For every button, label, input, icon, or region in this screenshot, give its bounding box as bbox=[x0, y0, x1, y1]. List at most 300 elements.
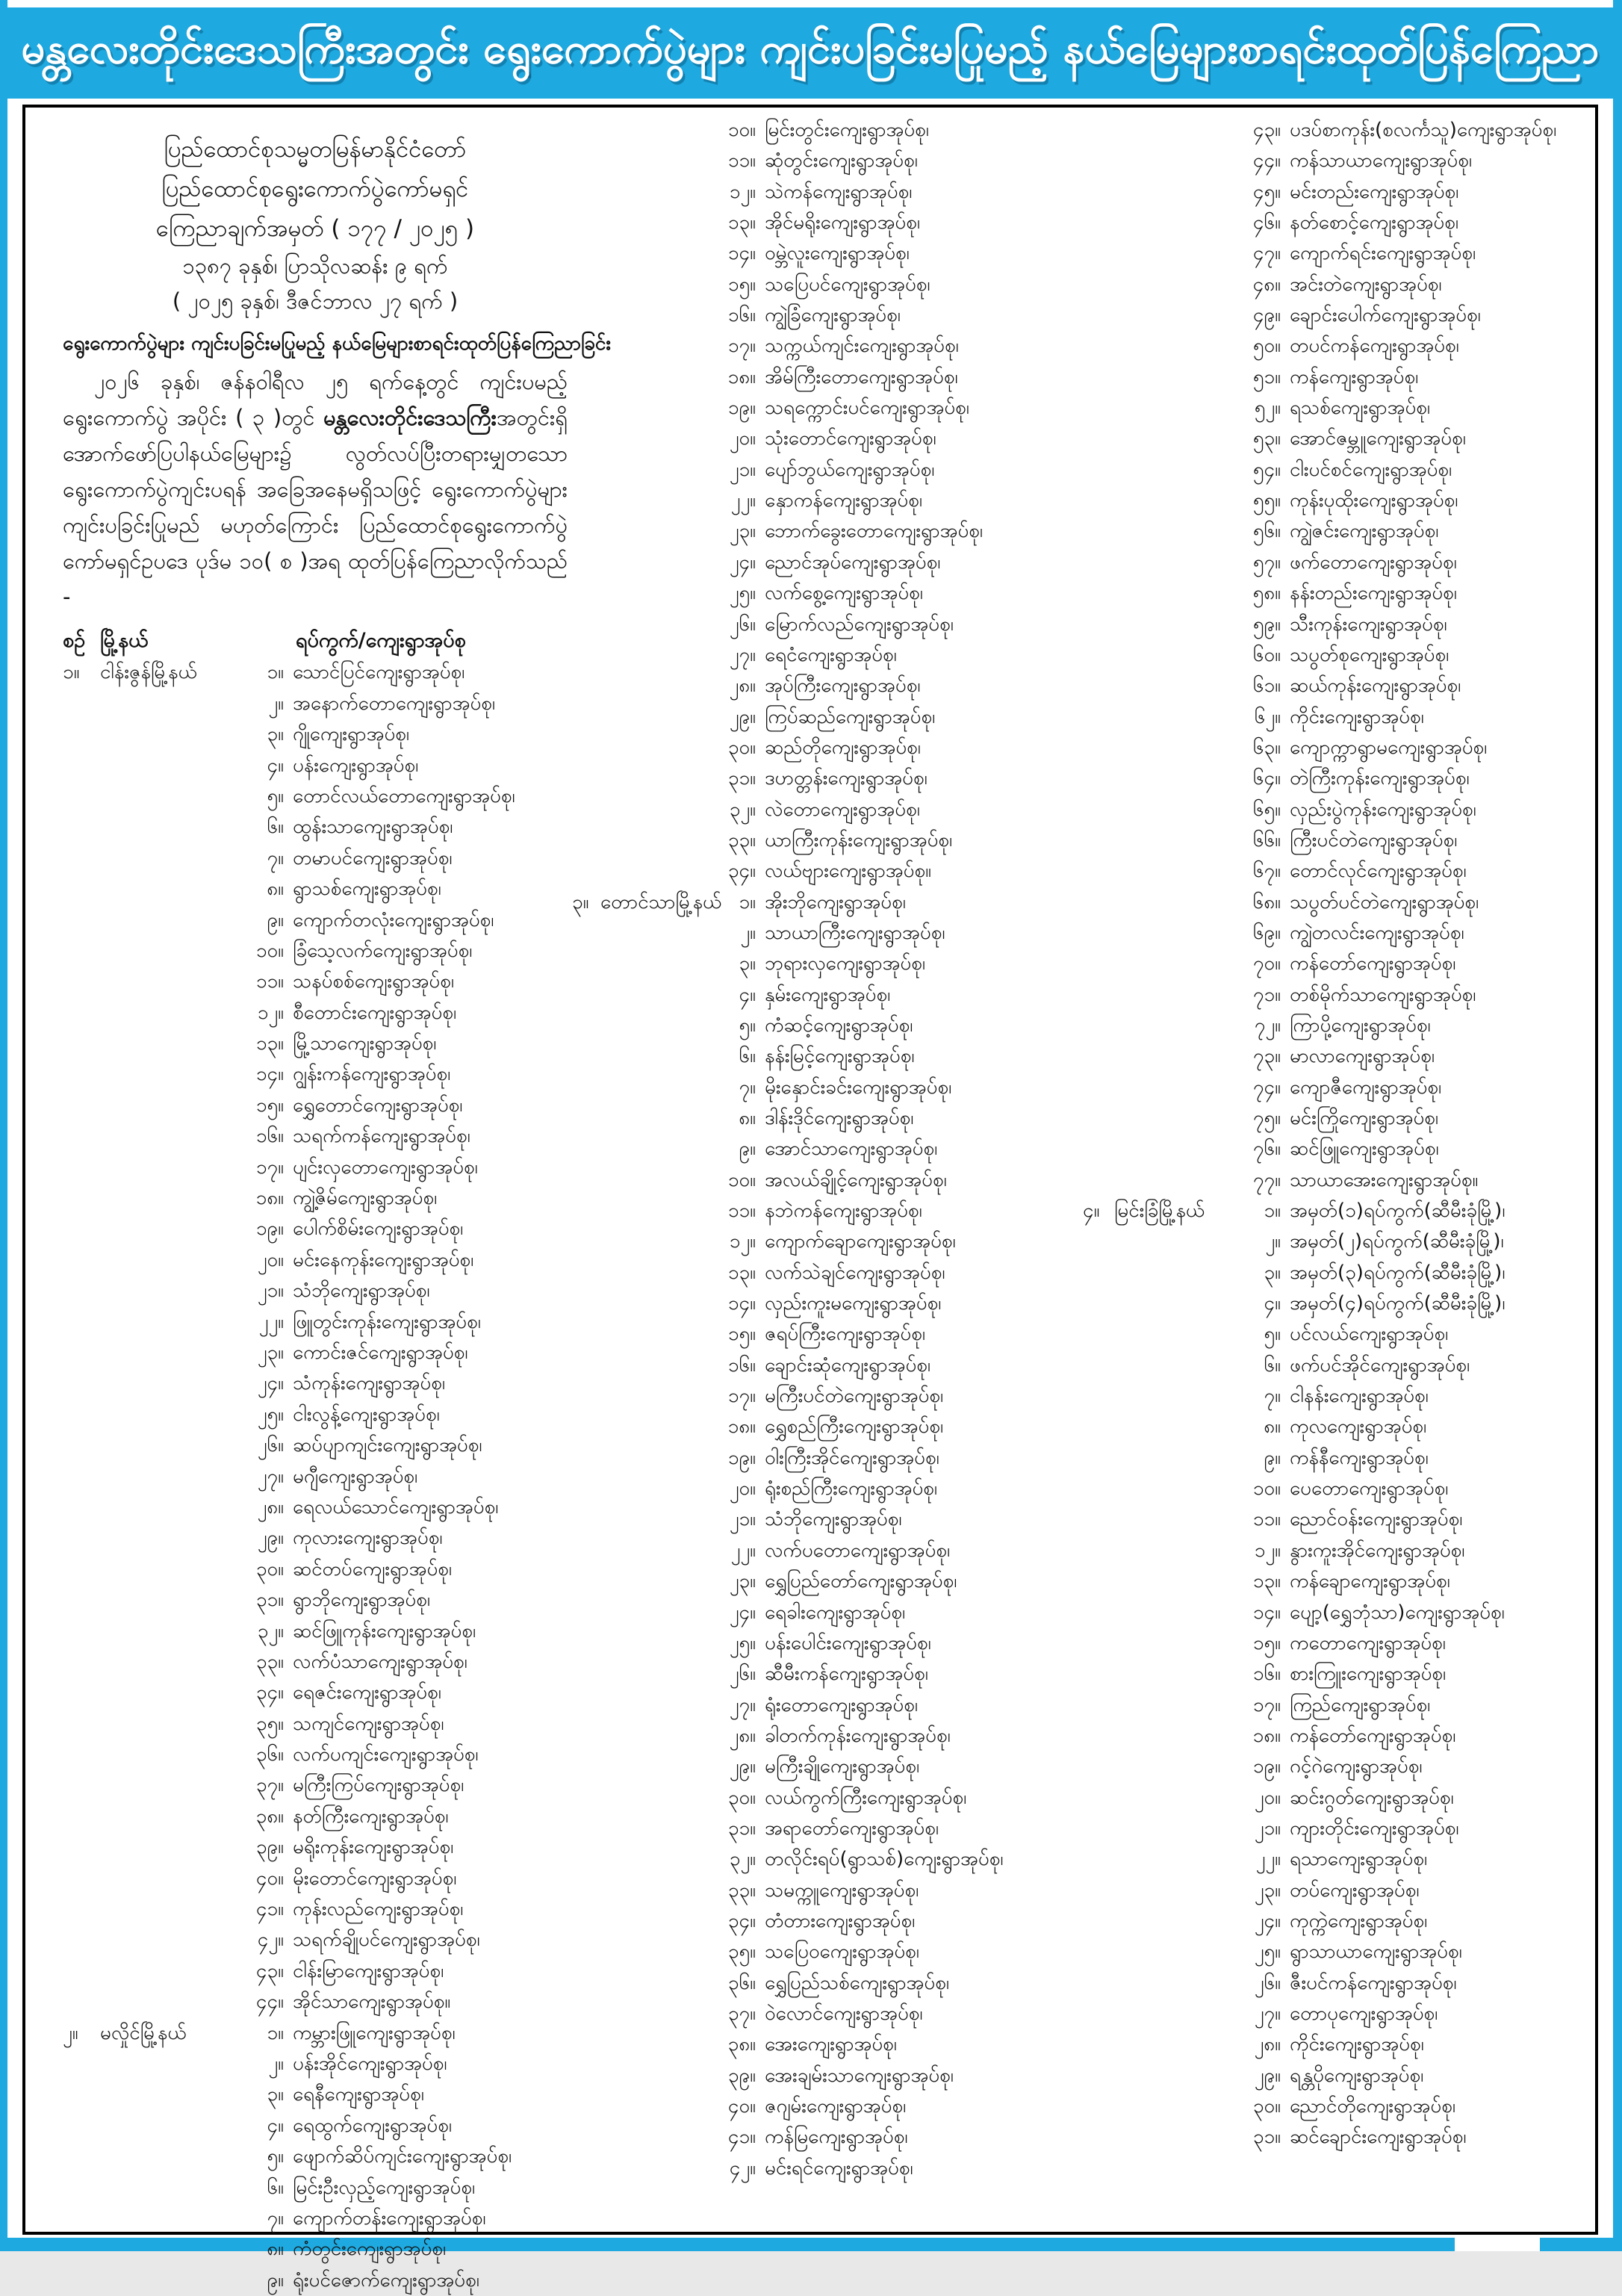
item-number: ၁၇။ bbox=[727, 335, 756, 358]
village-tract-name: နန်းတည်းကျေးရွာအုပ်စု၊ bbox=[1290, 582, 1457, 605]
item-number: ၄၃။ bbox=[255, 1959, 284, 1982]
item-number: ၆၆။ bbox=[1252, 828, 1281, 851]
village-tract-name: ဆင်ဖြူကုန်းကျေးရွာအုပ်စု၊ bbox=[293, 1619, 476, 1642]
item-number: ၄၅။ bbox=[1252, 180, 1281, 203]
village-tract-name: ညောင်အုပ်ကျေးရွာအုပ်စု၊ bbox=[765, 550, 941, 574]
item-number: ၆၂။ bbox=[1254, 705, 1281, 728]
village-tract-name: လက်ပကျင်းကျေးရွာအုပ်စု၊ bbox=[293, 1743, 479, 1766]
table-row bbox=[1083, 918, 1591, 949]
item-number: ၅။ bbox=[1264, 1323, 1281, 1346]
village-tract-name: နှောကန်ကျေးရွာအုပ်စု၊ bbox=[765, 489, 922, 512]
item-number: ၂၈။ bbox=[257, 1495, 284, 1518]
village-tract-name: အိမ်ကြီးတောကျေးရွာအုပ်စု၊ bbox=[765, 365, 958, 388]
item-number: ၂၉။ bbox=[729, 705, 756, 728]
item-number: ၇၆။ bbox=[1252, 1138, 1281, 1161]
item-number: ၁၅။ bbox=[255, 1093, 284, 1117]
village-tract-name: ရေနီကျေးရွာအုပ်စု၊ bbox=[293, 2083, 424, 2106]
table-row bbox=[63, 1616, 568, 1647]
village-tract-name: တံတားကျေးရွာအုပ်စု၊ bbox=[765, 1909, 916, 1932]
village-tract-name: သဲကန်ကျေးရွာအုပ်စု၊ bbox=[765, 180, 913, 203]
village-tract-name: ကန်ကျေးရွာအုပ်စု၊ bbox=[1290, 365, 1419, 388]
item-number: ၁၉။ bbox=[1252, 1755, 1281, 1778]
village-tract-name: ကန်တော်ကျေးရွာအုပ်စု၊ bbox=[1290, 952, 1456, 975]
item-number: ၄၂။ bbox=[729, 2156, 756, 2179]
village-tract-name: ယာကြီးကုန်းကျေးရွာအုပ်စု၊ bbox=[765, 828, 953, 851]
village-tract-name: မာလာကျေးရွာအုပ်စု၊ bbox=[1290, 1045, 1435, 1068]
village-tract-name: ဇဂျမ်းကျေးရွာအုပ်စု၊ bbox=[765, 2095, 907, 2117]
item-number: ၄။ bbox=[267, 754, 284, 777]
item-number: ၄၄။ bbox=[1252, 149, 1281, 173]
item-number: ၁၄။ bbox=[727, 1292, 756, 1315]
item-number: ၄။ bbox=[739, 983, 756, 1006]
item-number: ၈။ bbox=[739, 1107, 756, 1129]
village-tract-name: ဖျောက်ဆိပ်ကျင်းကျေးရွာအုပ်စု၊ bbox=[293, 2145, 512, 2168]
village-tract-name: ရေဇင်းကျေးရွာအုပ်စု၊ bbox=[293, 1681, 441, 1704]
table-row bbox=[63, 2018, 568, 2049]
village-tract-name: ဆုံတွင်းကျေးရွာအုပ်စု၊ bbox=[765, 149, 918, 173]
village-tract-name: ရုံးစည်ကြီးကျေးရွာအုပ်စု၊ bbox=[765, 1477, 938, 1501]
item-number: ၄၆။ bbox=[1252, 211, 1281, 235]
item-number: ၃၂။ bbox=[729, 798, 756, 821]
table-row bbox=[1083, 1041, 1591, 1072]
village-tract-name: တောပုကျေးရွာအုပ်စု၊ bbox=[1290, 2002, 1438, 2025]
item-number: ၂၀။ bbox=[257, 1248, 284, 1271]
village-tract-name: ပင်လယ်ကျေးရွာအုပ်စု၊ bbox=[1290, 1323, 1449, 1346]
village-tract-name: တောင်လုင်ကျေးရွာအုပ်စု၊ bbox=[1290, 860, 1467, 883]
table-row bbox=[1083, 1628, 1591, 1659]
table-row bbox=[1083, 1968, 1591, 1999]
table-row bbox=[572, 393, 1077, 423]
table-row bbox=[63, 1059, 568, 1090]
table-row bbox=[63, 781, 568, 812]
village-tract-name: တလိုင်းရပ်(ရွာသစ်)ကျေးရွာအုပ်စု၊ bbox=[765, 1848, 1004, 1871]
item-number: ၁၃။ bbox=[727, 211, 756, 235]
village-tract-name: ကုန်းလည်ကျေးရွာအုပ်စု၊ bbox=[293, 1898, 464, 1921]
item-number: ၁၆။ bbox=[1252, 1663, 1281, 1686]
table-row bbox=[572, 1134, 1077, 1164]
village-tract-name: မိုးနှောင်းခင်းကျေးရွာအုပ်စု၊ bbox=[765, 1076, 952, 1099]
table-row bbox=[1083, 2029, 1591, 2060]
table-row bbox=[572, 547, 1077, 578]
village-tract-name: ကျောက္ကာရွာမကျေးရွာအုပ်စု၊ bbox=[1290, 736, 1488, 759]
table-row bbox=[1083, 980, 1591, 1011]
village-tract-name: ကျောက်ချောကျေးရွာအုပ်စု၊ bbox=[765, 1230, 956, 1253]
village-tract-name: ဂျွန်းကန်ကျေးရွာအုပ်စု၊ bbox=[293, 1063, 451, 1086]
village-tract-name: သရက်ချိုပင်ကျေးရွာအုပ်စု၊ bbox=[293, 1929, 480, 1952]
column-3 bbox=[1083, 114, 1591, 2153]
village-tract-name: ဆီမီးကန်ကျေးရွာအုပ်စု၊ bbox=[765, 1663, 928, 1686]
village-tract-name: ငါးပင်စင်ကျေးရွာအုပ်စု၊ bbox=[1290, 458, 1452, 481]
table-row bbox=[63, 1523, 568, 1554]
village-tract-name: ငါန်းမြာကျေးရွာအုပ်စု၊ bbox=[293, 1959, 444, 1982]
table-row bbox=[1083, 270, 1591, 300]
village-tract-name: ရုံးပင်ဇောက်ကျေးရွာအုပ်စု၊ bbox=[293, 2268, 479, 2292]
table-row bbox=[572, 2153, 1077, 2184]
item-number: ၃၀။ bbox=[727, 1786, 756, 1809]
table-row bbox=[572, 1258, 1077, 1288]
table-row bbox=[63, 2203, 568, 2234]
item-number: ၇၅။ bbox=[1252, 1107, 1281, 1129]
village-tract-name: တောင်လယ်တောကျေးရွာအုပ်စု၊ bbox=[293, 784, 515, 807]
item-number: ၂။ bbox=[268, 692, 284, 715]
village-tract-name: ရန္တပိုကျေးရွာအုပ်စု၊ bbox=[1290, 2064, 1424, 2087]
village-tract-name: ကောင်းဇင်ကျေးရွာအုပ်စု၊ bbox=[293, 1341, 468, 1364]
table-row bbox=[1083, 1536, 1591, 1566]
item-number: ၅၅။ bbox=[1252, 489, 1281, 512]
item-number: ၇။ bbox=[267, 2206, 284, 2230]
table-row bbox=[572, 1999, 1077, 2029]
table-row bbox=[1083, 1134, 1591, 1164]
village-tract-name: ခါတက်ကုန်းကျေးရွာအုပ်စု၊ bbox=[765, 1724, 951, 1747]
table-row bbox=[63, 719, 568, 750]
village-tract-name: နန်းမြင့်ကျေးရွာအုပ်စု၊ bbox=[765, 1045, 915, 1068]
table-row bbox=[572, 177, 1077, 208]
item-number: ၁၁။ bbox=[727, 149, 756, 173]
village-tract-name: ကန်နီကျေးရွာအုပ်စု၊ bbox=[1290, 1446, 1429, 1469]
village-tract-name: ရေထွက်ကျေးရွာအုပ်စု၊ bbox=[293, 2114, 452, 2137]
table-row bbox=[572, 918, 1077, 949]
item-number: ၆၈။ bbox=[1252, 890, 1281, 913]
item-number: ၁၂။ bbox=[1254, 1539, 1281, 1562]
frame-bottom-right bbox=[1540, 2238, 1615, 2251]
item-number: ၃၁။ bbox=[255, 1589, 284, 1612]
village-tract-name: ကန်သာယာကျေးရွာအုပ်စု၊ bbox=[1290, 149, 1472, 173]
table-row bbox=[63, 2111, 568, 2141]
table-row bbox=[63, 1183, 568, 1214]
item-number: ၂။ bbox=[268, 2052, 284, 2075]
item-number: ၁၁။ bbox=[1252, 1508, 1281, 1531]
item-number: ၂၄။ bbox=[729, 1601, 756, 1624]
table-row bbox=[572, 362, 1077, 393]
village-tract-name: အိုင်မရိုးကျေးရွာအုပ်စု၊ bbox=[765, 211, 920, 235]
village-tract-name: အေးချမ်းသာကျေးရွာအုပ်စု၊ bbox=[765, 2064, 954, 2087]
item-number: ၁၈။ bbox=[727, 1415, 756, 1439]
village-tract-name: သပြေပင်ကျေးရွာအုပ်စု၊ bbox=[765, 273, 930, 296]
village-tract-name: ညောင်တိုကျေးရွာအုပ်စု၊ bbox=[1290, 2095, 1455, 2117]
village-tract-name: အနောက်တောကျေးရွာအုပ်စု၊ bbox=[293, 692, 496, 715]
village-tract-name: သမက္ကူကျေးရွာအုပ်စု၊ bbox=[765, 1878, 919, 1902]
item-number: ၃၈။ bbox=[727, 2033, 756, 2056]
table-row bbox=[63, 936, 568, 967]
item-number: ၁၀။ bbox=[1252, 1477, 1281, 1501]
item-number: ၂၆။ bbox=[729, 612, 756, 636]
item-number: ၇၃။ bbox=[1252, 1045, 1281, 1068]
item-number: ၅၀။ bbox=[1252, 335, 1281, 358]
table-row bbox=[1083, 609, 1591, 640]
township-serial: ၂။ bbox=[63, 2021, 78, 2044]
village-tract-name: ဒါန်းဒိုင်ကျေးရွာအုပ်စု၊ bbox=[765, 1107, 914, 1129]
intro-paragraph bbox=[63, 364, 568, 615]
village-tract-name: ပျော်ဘွယ်ကျေးရွာအုပ်စု၊ bbox=[765, 458, 935, 481]
village-tract-name: ကန်မြကျေးရွာအုပ်စု၊ bbox=[765, 2126, 908, 2149]
table-row bbox=[572, 115, 1077, 146]
letterhead-commission: ပြည်ထောင်စုရွေးကောက်ပွဲကော်မရှင် bbox=[161, 176, 469, 202]
table-row bbox=[1083, 763, 1591, 794]
village-tract-name: သကျင်ကျေးရွာအုပ်စု၊ bbox=[293, 1712, 444, 1735]
item-number: ၂၄။ bbox=[729, 550, 756, 574]
table-row bbox=[63, 1647, 568, 1678]
table-row bbox=[1083, 733, 1591, 763]
item-number: ၇။ bbox=[267, 846, 284, 869]
village-tract-name: ကျွဲတလင်းကျေးရွာအုပ်စု၊ bbox=[1290, 921, 1464, 944]
village-tract-name: ရေငံကျေးရွာအုပ်စု၊ bbox=[765, 643, 897, 666]
table-row bbox=[572, 2091, 1077, 2122]
table-row bbox=[1083, 1443, 1591, 1474]
item-number: ၂၂။ bbox=[730, 489, 756, 512]
item-number: ၂၃။ bbox=[1254, 1878, 1281, 1902]
village-tract-name: သာယာအေးကျေးရွာအုပ်စု။ bbox=[1290, 1168, 1479, 1191]
table-row bbox=[1083, 485, 1591, 516]
village-tract-name: သောင်ပြင်ကျေးရွာအုပ်စု၊ bbox=[293, 661, 465, 684]
item-number: ၆၀။ bbox=[1252, 643, 1281, 666]
village-tract-name: အမှတ်(၃)ရပ်ကွက်(ဆီမီးခုံမြို့)၊ bbox=[1290, 1261, 1506, 1284]
table-row bbox=[1083, 887, 1591, 918]
village-tract-name: ကျောက်ရင်းကျေးရွာအုပ်စု၊ bbox=[1290, 242, 1476, 265]
item-number: ၁၆။ bbox=[727, 304, 756, 327]
item-number: ၁၅။ bbox=[727, 1323, 756, 1346]
table-row bbox=[63, 967, 568, 997]
village-tract-name: ပန်းပေါင်းကျေးရွာအုပ်စု၊ bbox=[765, 1631, 931, 1654]
table-row bbox=[63, 689, 568, 719]
table-row bbox=[1083, 856, 1591, 887]
table-row bbox=[572, 1474, 1077, 1504]
table-row bbox=[1083, 671, 1591, 701]
item-number: ၃။ bbox=[1264, 1261, 1281, 1284]
table-row bbox=[572, 1968, 1077, 1999]
table-row bbox=[1083, 1258, 1591, 1288]
village-tract-name: သာယာကြီးကျေးရွာအုပ်စု၊ bbox=[765, 921, 945, 944]
village-tract-name: ဖြူတွင်းကုန်းကျေးရွာအုပ်စု၊ bbox=[293, 1310, 481, 1333]
item-number: ၃၈။ bbox=[255, 1805, 284, 1828]
table-row bbox=[572, 1011, 1077, 1041]
item-number: ၁၆။ bbox=[255, 1125, 284, 1148]
item-number: ၁၈။ bbox=[727, 365, 756, 388]
village-tract-name: ခြံသေ့လက်ကျေးရွာအုပ်စု၊ bbox=[293, 939, 473, 962]
table-row bbox=[572, 949, 1077, 979]
table-row bbox=[572, 856, 1077, 887]
item-number: ၅၃။ bbox=[1252, 427, 1281, 450]
table-row bbox=[1083, 1783, 1591, 1813]
village-tract-name: သီးကုန်းကျေးရွာအုပ်စု၊ bbox=[1290, 612, 1447, 636]
item-number: ၃။ bbox=[739, 952, 756, 975]
item-number: ၁၆။ bbox=[727, 1353, 756, 1377]
table-row bbox=[572, 1041, 1077, 1072]
table-row bbox=[63, 2141, 568, 2172]
table-row bbox=[63, 2173, 568, 2203]
item-number: ၃၀။ bbox=[255, 1557, 284, 1580]
item-number: ၄၇။ bbox=[1252, 242, 1281, 265]
village-tract-name: စားကြူးကျေးရွာအုပ်စု၊ bbox=[1290, 1663, 1447, 1686]
village-tract-name: ဇရပ်ကြီးကျေးရွာအုပ်စု၊ bbox=[765, 1323, 925, 1346]
letterhead-myanmar-date: ၁၃၈၇ ခုနှစ်၊ ပြာသိုလဆန်း ၉ ရက် bbox=[182, 253, 448, 279]
table-row bbox=[1083, 516, 1591, 547]
item-number: ၄၈။ bbox=[1252, 273, 1281, 296]
village-tract-name: တမာပင်ကျေးရွာအုပ်စု၊ bbox=[293, 846, 453, 869]
village-tract-name: ဆည်တိုကျေးရွာအုပ်စု၊ bbox=[765, 736, 921, 759]
table-row bbox=[63, 1770, 568, 1801]
table-row bbox=[572, 1875, 1077, 1906]
village-tract-name: တပင်ကန်ကျေးရွာအုပ်စု၊ bbox=[1290, 335, 1459, 358]
village-tract-name: ဆင်ဖြူကျေးရွာအုပ်စု၊ bbox=[1290, 1138, 1439, 1161]
table-row bbox=[572, 1783, 1077, 1813]
item-number: ၂၁။ bbox=[729, 458, 756, 481]
item-number: ၃၆။ bbox=[255, 1743, 284, 1766]
item-number: ၆။ bbox=[1264, 1353, 1281, 1377]
table-row bbox=[63, 874, 568, 905]
item-number: ၆၃။ bbox=[1252, 736, 1281, 759]
village-tract-name: ဝမ္ဘဲလူးကျေးရွာအုပ်စု၊ bbox=[765, 242, 910, 265]
item-number: ၂၂။ bbox=[258, 1310, 284, 1333]
village-tract-name: သရက်ကန်ကျေးရွာအုပ်စု၊ bbox=[293, 1125, 470, 1148]
table-row bbox=[1083, 115, 1591, 146]
village-tract-name: ကျောက်တလုံးကျေးရွာအုပ်စု၊ bbox=[293, 908, 494, 931]
table-row bbox=[1083, 640, 1591, 671]
letterhead bbox=[63, 130, 568, 319]
item-number: ၂၃။ bbox=[729, 520, 756, 543]
table-row bbox=[572, 671, 1077, 701]
item-number: ၂၆။ bbox=[729, 1663, 756, 1686]
header-group: ရပ်ကွက်/ကျေးရွာအုပ်စု bbox=[296, 629, 466, 652]
table-row bbox=[63, 1368, 568, 1399]
item-number: ၃၄။ bbox=[255, 1681, 284, 1704]
table-row bbox=[63, 1214, 568, 1244]
table-row bbox=[63, 1832, 568, 1863]
item-number: ၃၂။ bbox=[729, 1848, 756, 1871]
item-number: ၆။ bbox=[739, 1045, 756, 1068]
village-tract-name: ရွှေပြည်တော်ကျေးရွာအုပ်စု၊ bbox=[765, 1570, 957, 1593]
table-row bbox=[63, 1709, 568, 1740]
village-tract-name: မိုးတောင်ကျေးရွာအုပ်စု၊ bbox=[293, 1867, 457, 1890]
table-row bbox=[63, 1864, 568, 1894]
item-number: ၃၀။ bbox=[1252, 2095, 1281, 2117]
village-tract-name: နတ်ကြီးကျေးရွာအုပ်စု၊ bbox=[293, 1805, 449, 1828]
table-row bbox=[572, 423, 1077, 454]
item-number: ၅၈။ bbox=[1252, 582, 1281, 605]
item-number: ၃၀။ bbox=[727, 736, 756, 759]
table-row bbox=[1083, 423, 1591, 454]
village-tract-name: သနပ်စစ်ကျေးရွာအုပ်စု၊ bbox=[293, 970, 454, 993]
item-number: ၉။ bbox=[739, 1138, 756, 1161]
item-number: ၁၄။ bbox=[1252, 1601, 1281, 1624]
village-tract-name: ထွန်းသာကျေးရွာအုပ်စု၊ bbox=[293, 816, 453, 839]
village-tract-name: ဘုရားလှကျေးရွာအုပ်စု၊ bbox=[765, 952, 925, 975]
village-tract-name: တဲကြီးကုန်းကျေးရွာအုပ်စု၊ bbox=[1290, 767, 1470, 790]
table-row bbox=[1083, 1381, 1591, 1412]
village-tract-name: ငါးလွန့်ကျေးရွာအုပ်စု၊ bbox=[293, 1403, 440, 1426]
item-number: ၂၆။ bbox=[1254, 1971, 1281, 1994]
table-row bbox=[572, 733, 1077, 763]
village-tract-name: ကမ္ဘားဖြူကျေးရွာအုပ်စု၊ bbox=[293, 2021, 456, 2044]
table-row bbox=[572, 300, 1077, 331]
table-row bbox=[572, 146, 1077, 176]
table-row bbox=[572, 1103, 1077, 1134]
table-row bbox=[63, 1492, 568, 1523]
table-row bbox=[63, 1802, 568, 1832]
item-number: ၁၇။ bbox=[255, 1155, 284, 1179]
table-row bbox=[63, 751, 568, 781]
item-number: ၃၃။ bbox=[727, 828, 756, 851]
village-tract-name: သရက္ကောင်းပင်ကျေးရွာအုပ်စု၊ bbox=[765, 397, 969, 420]
table-row bbox=[63, 1121, 568, 1152]
village-tract-name: အောင်သာကျေးရွာအုပ်စု၊ bbox=[765, 1138, 938, 1161]
table-row bbox=[572, 1381, 1077, 1412]
village-tract-name: အုပ်ကြီးကျေးရွာအုပ်စု၊ bbox=[765, 674, 921, 698]
item-number: ၂၇။ bbox=[729, 1693, 756, 1716]
table-row bbox=[1083, 1165, 1591, 1196]
village-tract-name: ချောင်းပေါက်ကျေးရွာအုပ်စု၊ bbox=[1290, 304, 1481, 327]
village-tract-name: ရသစ်ကျေးရွာအုပ်စု၊ bbox=[1290, 397, 1431, 420]
item-number: ၁၅။ bbox=[727, 273, 756, 296]
table-row bbox=[63, 1245, 568, 1276]
item-number: ၂၅။ bbox=[729, 1631, 756, 1654]
rows-column-1 bbox=[63, 657, 568, 2296]
table-row bbox=[1083, 1504, 1591, 1535]
item-number: ၂၄။ bbox=[1254, 1909, 1281, 1932]
village-tract-name: ရုံးတောကျေးရွာအုပ်စု၊ bbox=[765, 1693, 918, 1716]
table-row bbox=[63, 1400, 568, 1430]
village-tract-name: စီတောင်းကျေးရွာအုပ်စု၊ bbox=[293, 1001, 457, 1024]
table-row bbox=[572, 270, 1077, 300]
letterhead-state: ပြည်ထောင်စုသမ္မတမြန်မာနိုင်ငံတော် bbox=[164, 136, 467, 163]
village-tract-name: ကျောက်တန်းကျေးရွာအုပ်စု၊ bbox=[293, 2206, 486, 2230]
letterhead-gregorian-date: ( ၂၀၂၅ ခုနှစ်၊ ဒီဇင်ဘာလ ၂၇ ရက် ) bbox=[172, 288, 459, 314]
table-row bbox=[1083, 1752, 1591, 1782]
village-tract-name: သံကုန်းကျေးရွာအုပ်စု၊ bbox=[293, 1372, 445, 1395]
item-number: ၁၂။ bbox=[257, 1001, 284, 1024]
table-row bbox=[572, 702, 1077, 733]
item-number: ၃၆။ bbox=[727, 1971, 756, 1994]
table-row bbox=[1083, 1350, 1591, 1381]
village-tract-name: ကံတွင်းကျေးရွာအုပ်စု၊ bbox=[293, 2238, 447, 2261]
village-tract-name: မင်းနေကုန်းကျေးရွာအုပ်စု၊ bbox=[293, 1248, 474, 1271]
village-tract-name: နှမ်းကျေးရွာအုပ်စု၊ bbox=[765, 983, 891, 1006]
village-tract-name: ကြီးပင်တဲကျေးရွာအုပ်စု၊ bbox=[1290, 828, 1458, 851]
item-number: ၃၃။ bbox=[255, 1650, 284, 1673]
village-tract-name: ပေါက်စိမ်းကျေးရွာအုပ်စု၊ bbox=[293, 1217, 464, 1241]
table-row bbox=[63, 2234, 568, 2265]
village-tract-name: ဆင်ချောင်းကျေးရွာအုပ်စု၊ bbox=[1290, 2126, 1467, 2149]
village-tract-name: ဖက်တောကျေးရွာအုပ်စု၊ bbox=[1290, 550, 1457, 574]
table-row bbox=[572, 208, 1077, 238]
township-serial: ၁။ bbox=[63, 661, 80, 684]
table-row bbox=[572, 980, 1077, 1011]
table-row bbox=[572, 1659, 1077, 1690]
village-tract-name: ကျွဲ့ဇိမ်ကျေးရွာအုပ်စု၊ bbox=[293, 1187, 438, 1210]
item-number: ၂။ bbox=[1265, 1230, 1281, 1253]
item-number: ၅၄။ bbox=[1252, 458, 1281, 481]
item-number: ၃၉။ bbox=[727, 2064, 756, 2087]
table-row bbox=[63, 1430, 568, 1461]
item-number: ၂၁။ bbox=[729, 1508, 756, 1531]
village-tract-name: ကတောကျေးရွာအုပ်စု၊ bbox=[1290, 1631, 1446, 1654]
table-row bbox=[63, 998, 568, 1028]
table-row bbox=[1083, 1999, 1591, 2029]
item-number: ၂၁။ bbox=[1254, 1816, 1281, 1840]
table-row bbox=[1083, 393, 1591, 423]
table-row bbox=[1083, 238, 1591, 269]
letterhead-announcement-no: ကြေညာချက်အမှတ် ( ၁၇၇ / ၂၀၂၅ ) bbox=[155, 215, 475, 242]
village-tract-name: ကုလကျေးရွာအုပ်စု၊ bbox=[1290, 1415, 1427, 1439]
table-row bbox=[1083, 331, 1591, 362]
township-name: မြင်းခြံမြို့နယ် bbox=[1114, 1200, 1205, 1223]
table-row bbox=[1083, 1875, 1591, 1906]
village-tract-name: နတ်စောင့်ကျေးရွာအုပ်စု၊ bbox=[1290, 211, 1458, 235]
rows-column-2 bbox=[572, 115, 1077, 2184]
item-number: ၃၃။ bbox=[727, 1878, 756, 1902]
table-row bbox=[1083, 1474, 1591, 1504]
village-tract-name: ဆင်တပ်ကျေးရွာအုပ်စု၊ bbox=[293, 1557, 453, 1580]
table-row bbox=[63, 1338, 568, 1368]
